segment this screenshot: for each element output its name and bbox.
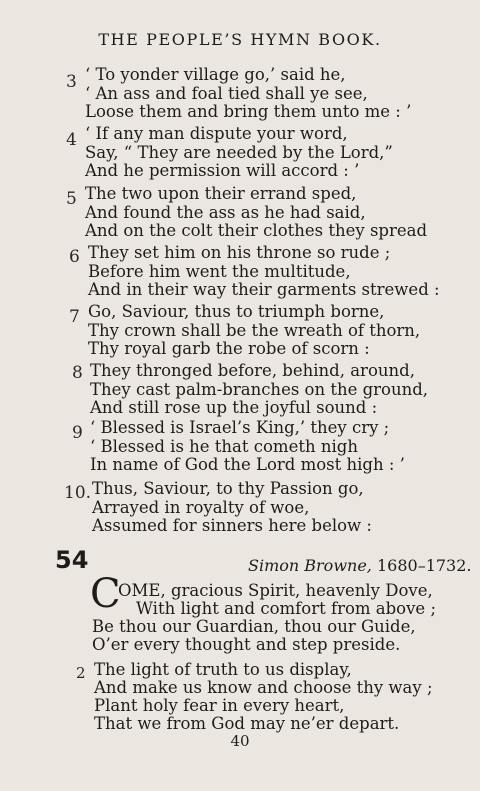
verse-number: 3 xyxy=(66,72,77,92)
page-number: 40 xyxy=(230,732,250,750)
verse-line: And still rose up the joyful sound : xyxy=(90,398,378,417)
verse-line: Arrayed in royalty of woe, xyxy=(92,498,310,517)
verse-line: Say, “ They are needed by the Lord,” xyxy=(85,143,393,162)
verse-line: And found the ass as he had said, xyxy=(85,203,366,222)
verse-number: 7 xyxy=(69,307,80,327)
verse-number: 10. xyxy=(64,483,92,503)
verse-number: 2 xyxy=(76,664,86,682)
verse-line: OME, gracious Spirit, heavenly Dove, xyxy=(118,581,433,600)
verse-line: In name of God the Lord most high : ’ xyxy=(90,455,405,474)
verse-line: Loose them and bring them unto me : ’ xyxy=(85,102,412,121)
verse-line: The two upon their errand sped, xyxy=(85,184,357,203)
hymn-author xyxy=(248,556,472,575)
verse-line: And on the colt their clothes they spread xyxy=(85,221,428,240)
verse-line: They set him on his throne so rude ; xyxy=(88,243,391,262)
running-header: THE PEOPLE’S HYMN BOOK. xyxy=(98,30,382,49)
verse-line: ‘ If any man dispute your word, xyxy=(85,124,348,143)
verse-line: That we from God may ne’er depart. xyxy=(94,714,400,733)
verse-line: O’er every thought and step preside. xyxy=(92,635,401,654)
verse-line: Plant holy fear in every heart, xyxy=(94,696,345,715)
verse-line: Go, Saviour, thus to triumph borne, xyxy=(88,302,385,321)
verse-line: ‘ An ass and foal tied shall ye see, xyxy=(85,84,368,103)
verse-number: 6 xyxy=(69,247,80,267)
verse-line: They cast palm-branches on the ground, xyxy=(90,380,429,399)
verse-line: Assumed for sinners here below : xyxy=(92,516,372,535)
hymn-number: 54 xyxy=(55,546,89,574)
verse-number: 9 xyxy=(72,423,83,443)
verse-line: And he permission will accord : ’ xyxy=(85,161,360,180)
author-dates: 1680–1732. xyxy=(376,556,472,575)
verse-line: ‘ Blessed is Israel’s King,’ they cry ; xyxy=(90,418,390,437)
verse-line: With light and comfort from above ; xyxy=(136,599,437,618)
verse-line: ‘ Blessed is he that cometh nigh xyxy=(90,437,358,456)
verse-line: Before him went the multitude, xyxy=(88,262,351,281)
verse-line: The light of truth to us display, xyxy=(94,660,352,679)
author-name: Simon Browne, xyxy=(248,556,372,575)
verse-line: Thus, Saviour, to thy Passion go, xyxy=(92,479,364,498)
verse-line: Thy royal garb the robe of scorn : xyxy=(88,339,370,358)
verse-number: 4 xyxy=(66,130,77,150)
verse-line: They thronged before, behind, around, xyxy=(90,361,415,380)
verse-number: 8 xyxy=(72,363,83,383)
verse-line: And make us know and choose thy way ; xyxy=(94,678,433,697)
verse-line: ‘ To yonder village go,’ said he, xyxy=(85,65,346,84)
verse-line: Be thou our Guardian, thou our Guide, xyxy=(92,617,416,636)
drop-cap: C xyxy=(90,571,121,617)
verse-line: And in their way their garments strewed : xyxy=(88,280,440,299)
verse-line: Thy crown shall be the wreath of thorn, xyxy=(88,321,421,340)
verse-number: 5 xyxy=(66,189,77,209)
